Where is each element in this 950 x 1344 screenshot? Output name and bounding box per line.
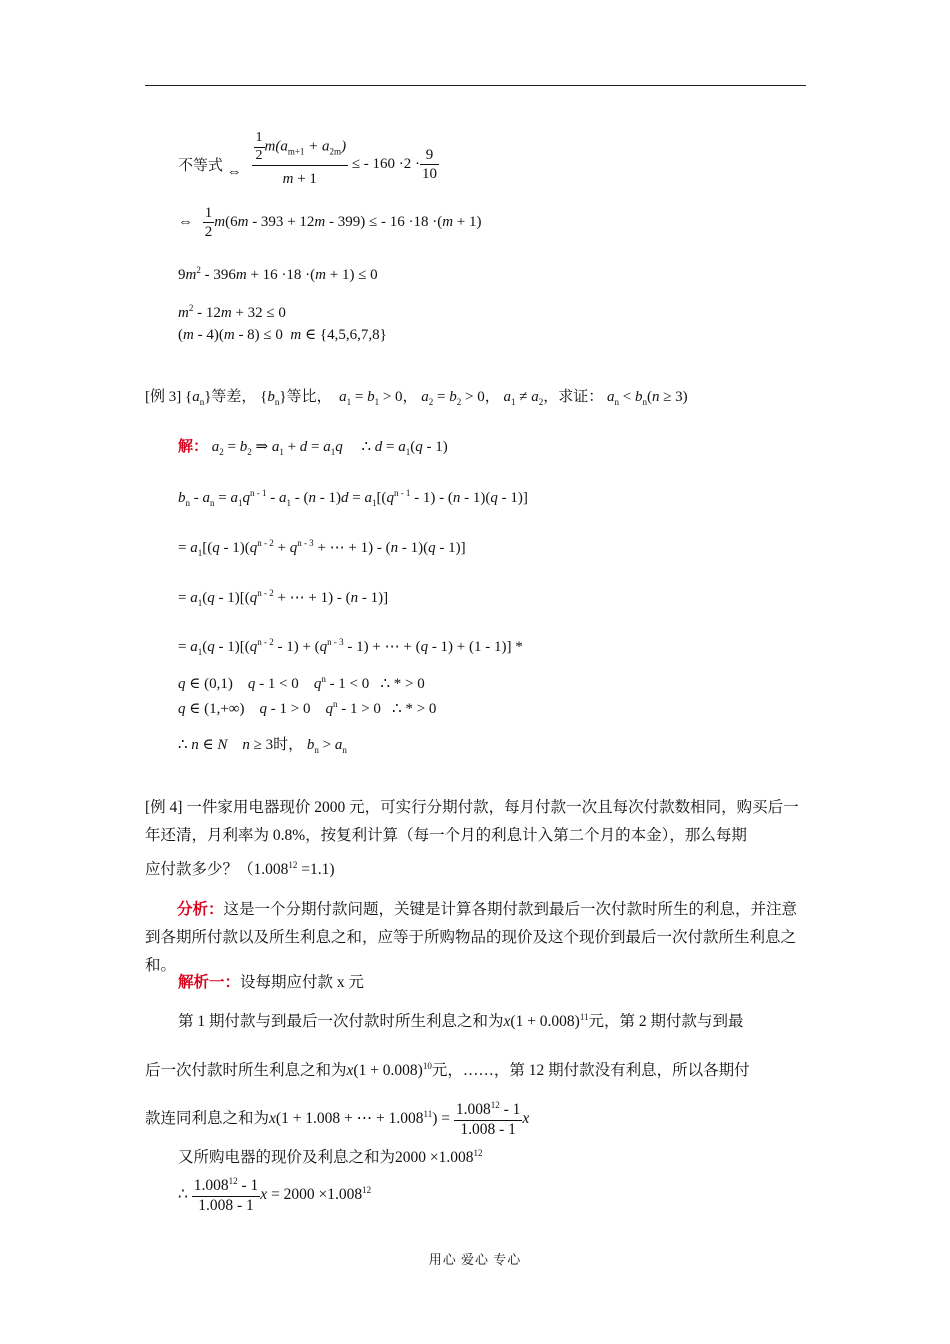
solution-4-line-3: 款连同利息之和为x(1 + 1.008 + ⋯ + $1.008^{11}$) = $\frac{1.008^{12} - 1}{1.008 - 1}$ x — [145, 1100, 530, 1138]
example-3-statement: [例 3] $\{a_n\}$等差， $\{b_n\}$等比， $a_1 = b_1 > 0$， $a_2 = b_2 > 0$， $a_1 \ne a_2$，求证： $a_n < b_n(n \ge 3)$ — [145, 389, 688, 407]
analysis-paragraph — [145, 896, 807, 980]
example-3-label: [例 3] — [145, 389, 182, 405]
solution-4-line-1: 第 1 期付款与到最后一次付款时所生利息之和为$x(1 + 0.008)^{11}$元，第 2 期付款与到最 — [178, 1012, 744, 1031]
solution-3-line-2: $b_n - a_n = a_1q^{n - 1} - a_1 - (n - 1)d = a_1[(q^{n - 1} - 1) - (n - 1)(q - 1)]$ — [178, 488, 528, 508]
solution-1-text: 设每期应付款 x 元 — [240, 974, 365, 991]
p1a: 第 1 期付款与到最后一次付款时所生利息之和为 — [178, 1013, 504, 1031]
footer-text: 用心 爱心 专心 — [428, 1252, 522, 1267]
therefore-symbol: ∴ — [361, 439, 372, 455]
solution-1-label: 解析一： — [178, 974, 241, 991]
analysis-label: 分析： — [177, 901, 224, 918]
case-q-lt-1: q ∈ (0,1) q - 1 < 0 $q^n - 1 < 0$ ∴ * > 0 — [178, 674, 425, 692]
solution-3-line-5: = $a_1(q - 1)[(q^{n - 2} - 1) + (q^{n - 3} - 1)$ + ⋯ + (q - 1) + (1 - 1)] * — [178, 637, 523, 657]
example-4-statement — [145, 794, 807, 850]
ineq-line-4: $m^2 - 12m + 32 \le 0$ — [178, 303, 286, 321]
p2b: 元，……，第 12 期付款没有利息，所以各期付 — [431, 1062, 750, 1080]
iff-symbol: ⇔ — [226, 164, 242, 181]
ex4-question: 应付款多少？（1.008 — [145, 861, 289, 879]
solution-4-line-4: 又所购电器的现价及利息之和为$2000 \times 1.008^{12}$ — [178, 1148, 483, 1167]
ineq-line-2: ⇔ $\frac{1}{2}$ m(6m - 393 + 12m - 399) ≤ - 16 ·18 ·(m + 1) — [178, 205, 482, 240]
iff-symbol-2: ⇔ — [178, 213, 193, 230]
p2a: 后一次付款时所生利息之和为 — [145, 1062, 347, 1080]
ineq-fraction: $\frac{1}{2}$ $m(a_{m+1} + a_{2m})$ m + 1 — [252, 130, 349, 188]
ineq-line-1: 不等式 ⇔ $\frac{1}{2}$ $m(a_{m+1} + a_{2m})$ m + 1 ≤ - 160 ·2 · $\frac{9}{10}$ — [178, 130, 438, 187]
p1b: 元，第 2 期付款与到最 — [588, 1013, 744, 1031]
p3a: 款连同利息之和为 — [145, 1110, 270, 1128]
header-rule — [145, 85, 806, 86]
case-q-gt-1: q ∈ (1,+∞) q - 1 > 0 $q^n - 1 > 0$ ∴ * > 0 — [178, 699, 437, 717]
shi-text: 时， — [273, 737, 304, 753]
ex4-question-tail: =1.1) — [297, 861, 335, 879]
analysis-text: 这是一个分期付款问题，关键是计算各期付款到最后一次付款时所生的利息，并注意到各期所付款以及所生利息之和，应等于所购物品的现价及这个现价到最后一次付款所生利息之和。 — [145, 901, 798, 974]
solution-label: 解： — [178, 439, 209, 455]
solution-3-line-3: = $a_1[(q - 1)(q^{n - 2} + q^{n - 3}$ + ⋯ + 1) - (n - 1)(q - 1)] — [178, 538, 466, 558]
solution-3-line-1: 解： $a_2 = b_2$ ⇒ $a_1 + d = a_1q$ ∴ $d = a_1(q - 1)$ — [178, 439, 448, 457]
solution-3-conclusion: ∴ n ∈ N n ≥ 3时， $b_n > a_n$ — [178, 737, 347, 755]
ineq-label: 不等式 — [178, 158, 224, 175]
ineq-line-3: $9m^2 - 396m + 16 \cdot 18 \cdot(m + 1) \le 0$ — [178, 265, 378, 283]
solution-4-intro — [178, 974, 364, 993]
p4: 又所购电器的现价及利息之和为 — [178, 1149, 396, 1167]
example-4-label: [例 4] — [145, 799, 183, 816]
ineq-line-5: (m - 4)(m - 8) ≤ 0 m ∈ {4,5,6,7,8} — [178, 327, 387, 343]
example-4-text: 一件家用电器现价 2000 元，可实行分期付款，每月付款一次且每次付款数相同，购买后一年还清，月利率为 0.8%，按复利计算（每一个月的利息计入第二个月的本金），那么每期 — [145, 799, 799, 844]
example-4-question: 应付款多少？$(1.008^{12} =1.1)$ — [145, 860, 335, 879]
solution-4-line-2: 后一次付款时所生利息之和为$x(1 + 0.008)^{10}$元，……，第 12 期付款没有利息，所以各期付 — [145, 1061, 750, 1080]
ex3-text2: 等比， — [286, 389, 332, 405]
ex3-prove: ，求证： — [543, 389, 604, 405]
solution-3-line-4: = $a_1(q - 1)[(q^{n - 2}$ + ⋯ + 1) - (n - 1)] — [178, 588, 389, 608]
solution-4-line-5: ∴ $\frac{1.008^{12} - 1}{1.008 - 1}$ $x = 2000 \times 1.008^{12}$ — [178, 1176, 372, 1214]
ex3-text: 等差， — [211, 389, 257, 405]
